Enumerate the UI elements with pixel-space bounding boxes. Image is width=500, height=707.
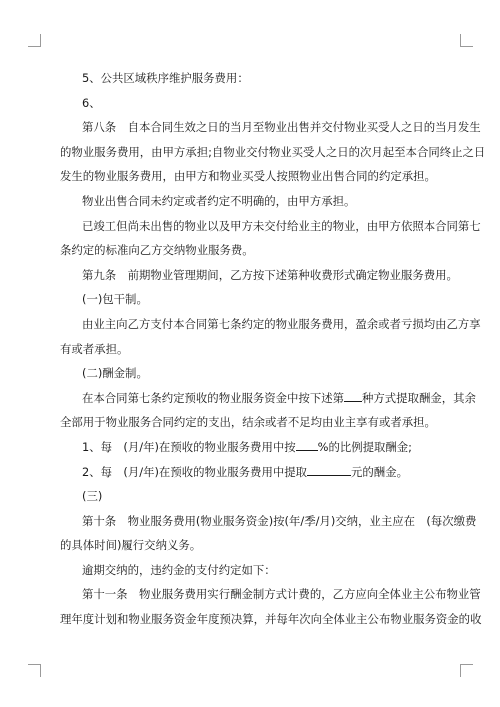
document-body [60, 66, 486, 632]
article-8-line-2: 的物业服务费用，由甲方承担;自物业交付物业买受人之日的次月起至本合同终止之日 [60, 144, 486, 159]
paragraph-unsold-property-line-1: 已竣工但尚未出售的物业以及甲方未交付给业主的物业，由甲方依照本合同第七 [82, 218, 481, 233]
article-10-line-2: 的具体时间)履行交纳义务。 [60, 538, 202, 553]
commission-option-1: 1、每 (月/年)在预收的物业服务费用中按 %的比例提取酬金; [82, 439, 413, 454]
blank-underline [344, 390, 362, 402]
paragraph-unsold-property-line-2: 条约定的标准向乙方交纳物业服务费。 [60, 243, 254, 258]
article-11-line-1: 第十一条 物业服务费用实行酬金制方式计费的，乙方应向全体业主公布物业管 [82, 587, 481, 602]
crop-mark-bottom-right [460, 664, 473, 677]
section-commission: (二)酬金制。 [82, 366, 148, 381]
crop-mark-bottom-left [28, 664, 41, 677]
paragraph-unclear-contract: 物业出售合同未约定或者约定不明确的，由甲方承担。 [82, 193, 356, 208]
blank-underline [296, 439, 318, 451]
crop-mark-top-right [460, 34, 473, 47]
article-10-line-1: 第十条 物业服务费用(物业服务资金)按(年/季/月)交纳，业主应在 (每次缴费 [82, 513, 477, 528]
article-8-line-1: 第八条 自本合同生效之日的当月至物业出售并交付物业买受人之日的当月发生 [82, 120, 481, 135]
paragraph-overdue: 逾期交纳的，违约金的支付约定如下： [82, 562, 276, 577]
list-item-6: 6、 [82, 95, 101, 110]
paragraph-lump-sum-line-1: 由业主向乙方支付本合同第七条约定的物业服务费用，盈余或者亏损均由乙方享 [82, 316, 481, 331]
blank-underline [307, 464, 351, 476]
article-8-line-3: 发生的物业服务费用，由甲方和物业买受人按照物业出售合同的约定承担。 [60, 169, 436, 184]
crop-mark-top-left [28, 34, 41, 47]
list-item-5: 5、公共区域秩序维护服务费用： [82, 71, 249, 85]
article-9: 第九条 前期物业管理期间，乙方按下述第种收费形式确定物业服务费用。 [82, 267, 458, 282]
article-11-line-2: 理年度计划和物业服务资金年度预决算，并每年次向全体业主公布物业服务资金的收 [60, 612, 482, 627]
paragraph-lump-sum-line-2: 有或者承担。 [60, 341, 129, 356]
paragraph-commission-line-2: 全部用于物业服务合同约定的支出，结余或者不足均由业主享有或者承担。 [60, 415, 436, 430]
section-three: (三) [82, 489, 103, 504]
section-lump-sum: (一)包干制。 [82, 292, 148, 307]
commission-option-2: 2、每 (月/年)在预收的物业服务费用中提取 元的酬金。 [82, 464, 408, 479]
paragraph-commission-line-1: 在本合同第七条约定预收的物业服务资金中按下述第 种方式提取酬金，其余 [82, 390, 476, 405]
